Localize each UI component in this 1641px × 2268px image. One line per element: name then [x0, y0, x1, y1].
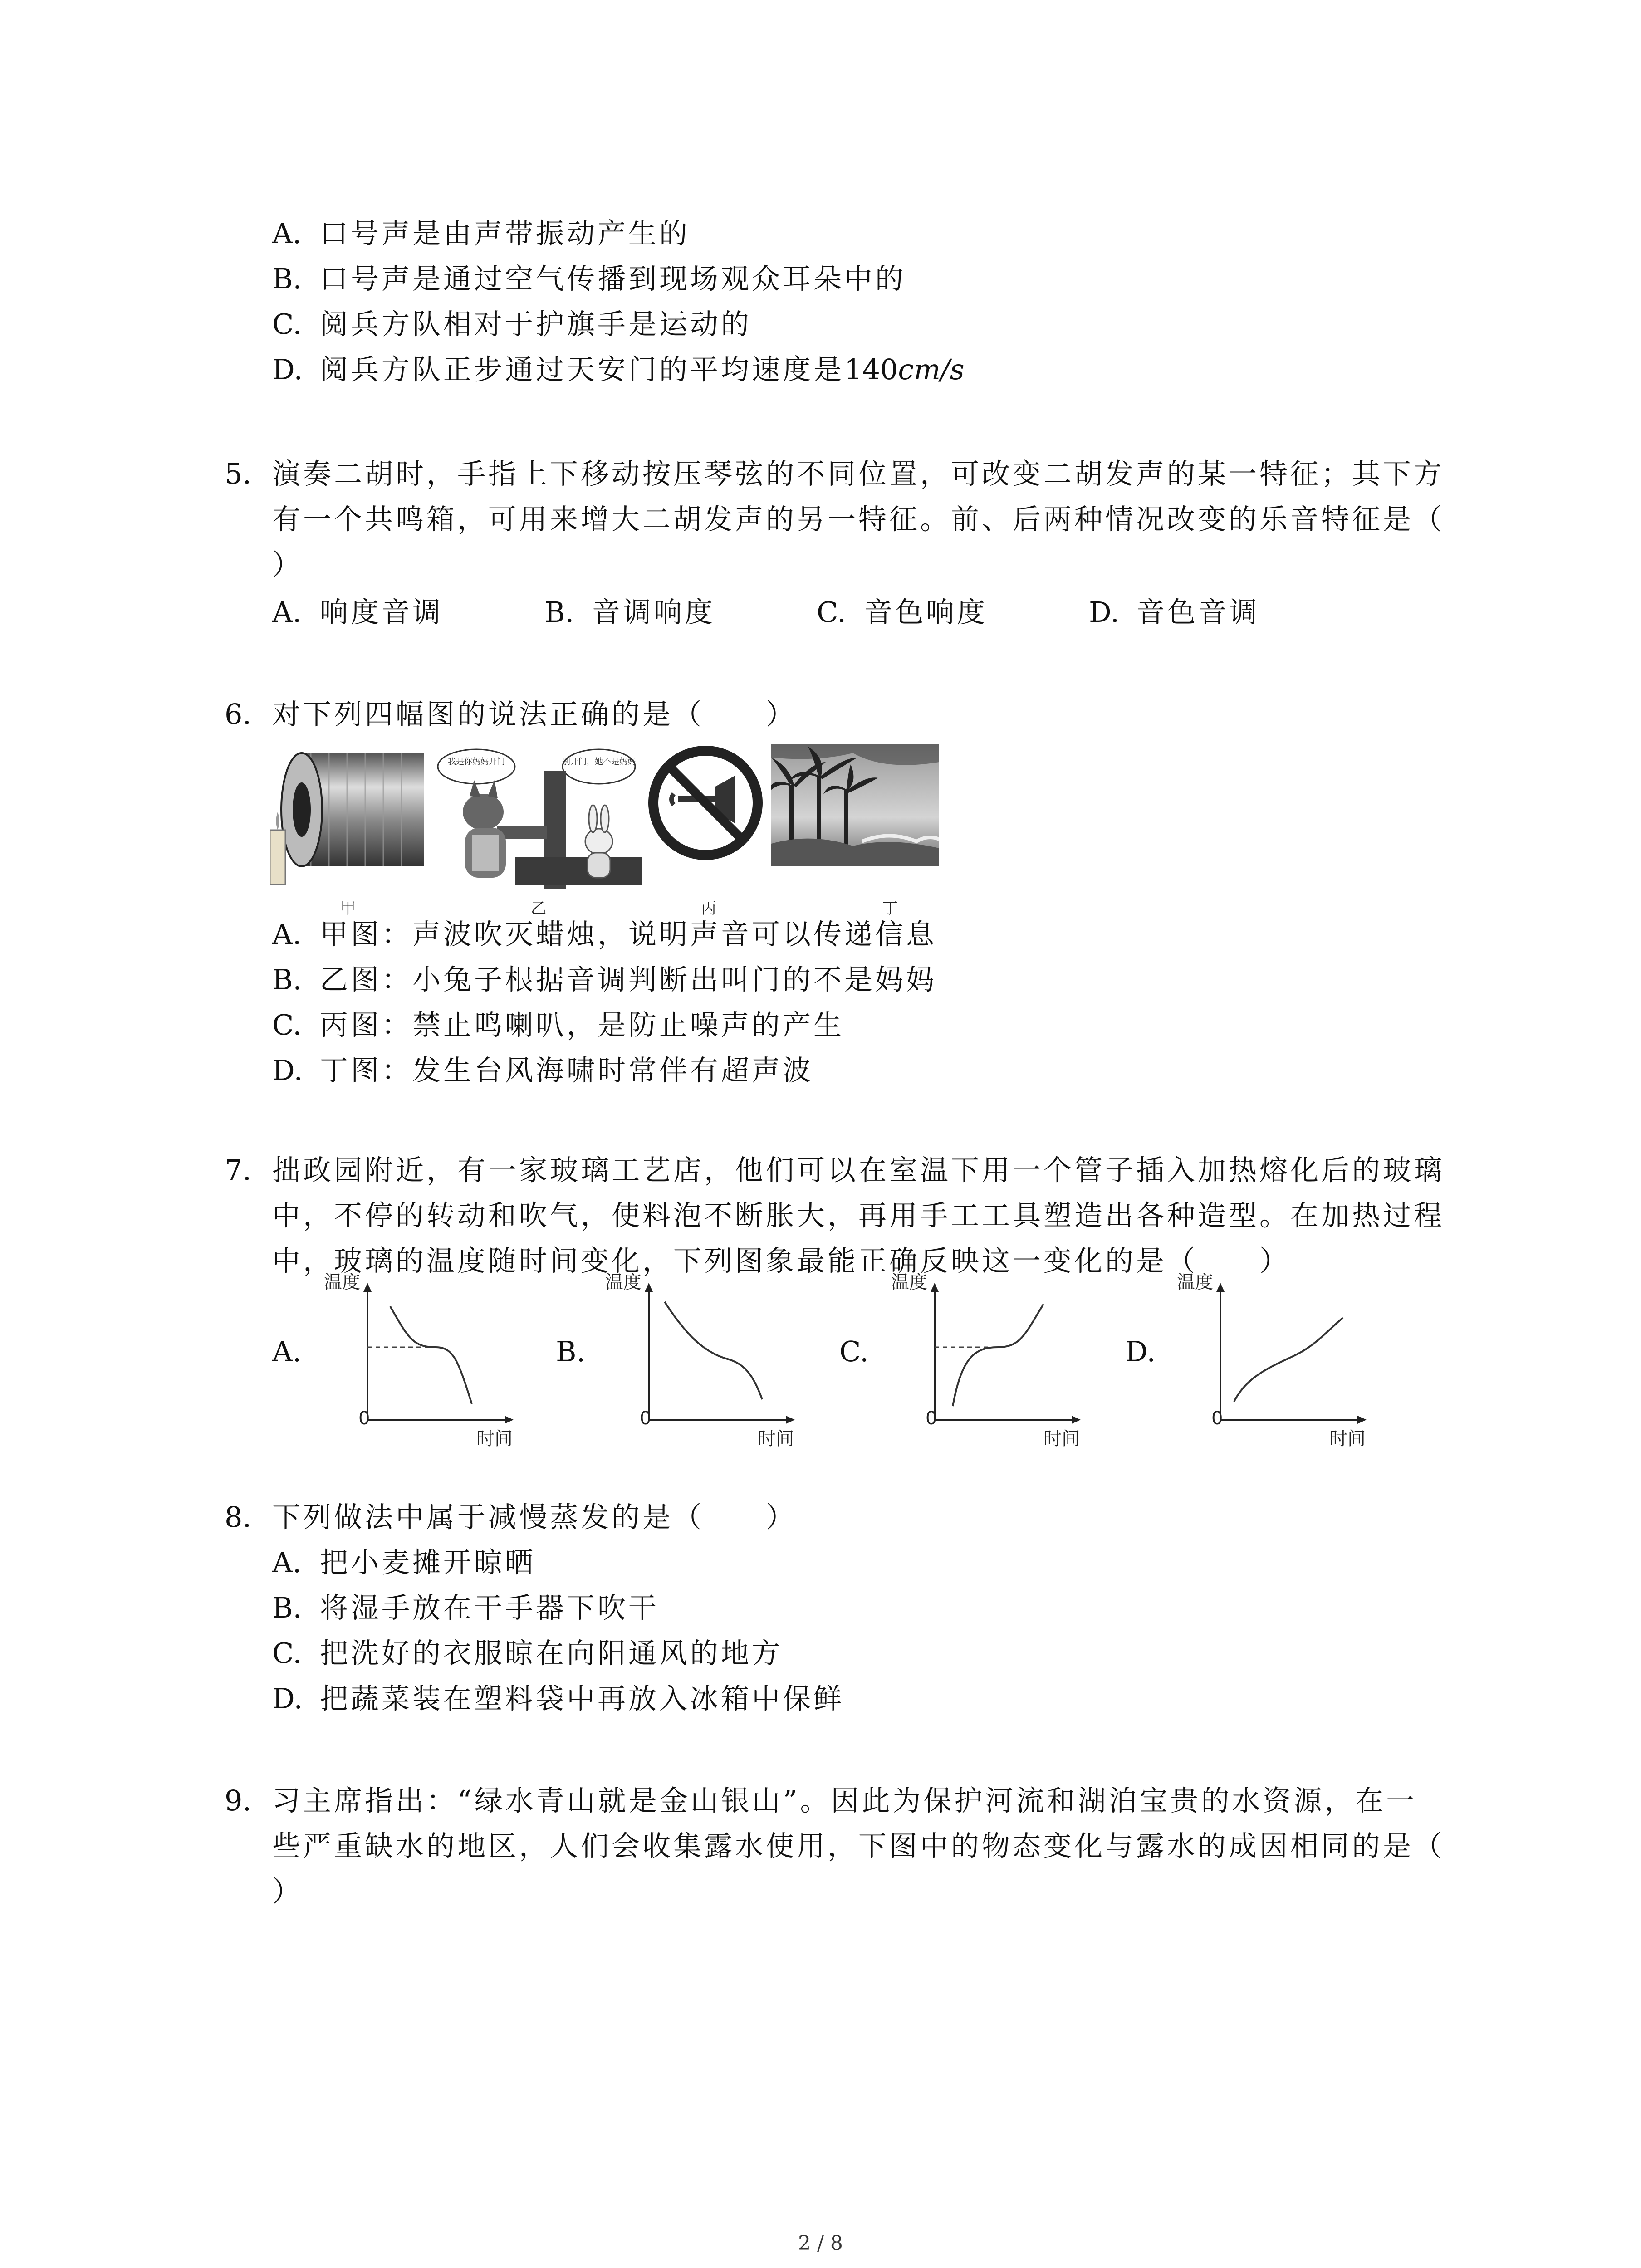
figure-bing-no-horn-sign: [647, 744, 764, 862]
option-text: 甲图：声波吹灭蜡烛，说明声音可以传递信息: [320, 918, 937, 951]
option-label: C.: [272, 1637, 302, 1670]
rabbit-head: [585, 829, 612, 854]
q5-line1-text: 演奏二胡时，手指上下移动按压琴弦的不同位置，可改变二胡发声的某一特征；其下方: [272, 457, 1445, 490]
q6-stem: [225, 692, 797, 737]
speech-bubble-wolf: [438, 749, 515, 784]
graph-a: [318, 1270, 522, 1452]
speech-bubble-rabbit: [563, 749, 635, 784]
curve-a: [390, 1306, 472, 1404]
graph-label-b: B.: [556, 1335, 586, 1368]
page-number: 2 / 8: [798, 2232, 843, 2255]
x-axis-label: 时间: [1329, 1428, 1366, 1449]
option-text: 音色音调: [1136, 596, 1260, 629]
q4-option-b: [272, 256, 906, 302]
option-text: 音调响度: [592, 596, 716, 629]
option-label: D.: [1089, 596, 1120, 629]
q7-stem-line3: 中，玻璃的温度随时间变化，下列图象最能正确反映这一变化的是（ ）: [272, 1244, 1291, 1277]
rabbit-body: [588, 853, 610, 878]
figure-caption-bing: 丙: [701, 899, 716, 918]
option-text: 把小麦摊开晾晒: [320, 1546, 536, 1579]
figure-caption-jia: 甲: [340, 899, 356, 918]
option-label: B.: [272, 1591, 302, 1624]
graph-d: [1171, 1270, 1375, 1452]
q6-option-b: [272, 957, 937, 1002]
candle: [270, 830, 285, 885]
q5-stem-line3: ）: [272, 548, 304, 581]
axes: [363, 1283, 514, 1424]
bubble-wolf-text: 我是你妈妈开门: [448, 757, 505, 767]
y-axis-label: 温度: [1177, 1272, 1213, 1293]
q7-line1-text: 拙政园附近，有一家玻璃工艺店，他们可以在室温下用一个管子插入加热熔化后的玻璃: [272, 1154, 1445, 1187]
q5-option-d: [1089, 590, 1260, 635]
q4-option-c: [272, 302, 752, 347]
q5-stem-line2: 有一个共鸣箱，可用来增大二胡发声的另一特征。前、后两种情况改变的乐音特征是（: [272, 503, 1445, 536]
figure-yi-wolf-rabbit: [433, 744, 642, 889]
x-axis-label: 时间: [1043, 1428, 1080, 1449]
q4-option-d: [272, 347, 965, 392]
q7-stem-line1: [225, 1148, 1445, 1193]
speed-unit: cm/s: [898, 353, 965, 386]
q9-line1-text: 习主席指出：“绿水青山就是金山银山”。因此为保护河流和湖泊宝贵的水资源，在一: [272, 1784, 1417, 1817]
q5-stem-line1: [225, 451, 1445, 497]
curve-d: [1234, 1318, 1343, 1402]
q6-option-a: [272, 912, 937, 957]
option-text: 音色响度: [864, 596, 988, 629]
question-number: 5.: [225, 457, 252, 490]
drum-hole: [293, 782, 311, 837]
axes: [645, 1283, 795, 1424]
q6-option-d: [272, 1048, 813, 1093]
x-axis-label: 时间: [476, 1428, 513, 1449]
q6-stem-text: 对下列四幅图的说法正确的是（ ）: [272, 698, 797, 731]
y-axis-label: 温度: [324, 1272, 360, 1293]
origin-label: 0: [1211, 1408, 1223, 1429]
option-text: 口号声是由声带振动产生的: [320, 217, 691, 250]
question-number: 7.: [225, 1154, 252, 1187]
option-text: 将湿手放在干手器下吹干: [320, 1591, 660, 1624]
question-number: 6.: [225, 698, 252, 731]
q8-stem-text: 下列做法中属于减慢蒸发的是（ ）: [272, 1501, 797, 1534]
q8-stem: [225, 1495, 797, 1540]
q4-option-a: [272, 211, 690, 256]
option-label: A.: [272, 217, 302, 250]
q6-option-c: [272, 1002, 844, 1048]
candle-flame: [276, 812, 279, 830]
option-text: 乙图：小兔子根据音调判断出叫门的不是妈妈: [320, 963, 937, 996]
figure-ding-typhoon: [771, 744, 939, 866]
q8-option-d: [272, 1676, 844, 1721]
option-label: A.: [272, 1546, 302, 1579]
q9-stem-line3: ）: [272, 1875, 304, 1908]
q9-stem-line2: 些严重缺水的地区，人们会收集露水使用，下图中的物态变化与露水的成因相同的是（: [272, 1829, 1445, 1862]
option-text: 口号声是通过空气传播到现场观众耳朵中的: [320, 262, 906, 295]
option-label: D.: [272, 353, 303, 386]
option-label: B.: [272, 262, 302, 295]
bubble-rabbit-text: 别开门，她不是妈妈: [562, 757, 636, 767]
graph-label-d: D.: [1125, 1335, 1156, 1368]
graph-label-c: C.: [839, 1335, 869, 1368]
q8-option-a: [272, 1540, 536, 1585]
option-text: 丁图：发生台风海啸时常伴有超声波: [320, 1054, 814, 1087]
option-label: D.: [272, 1682, 303, 1715]
q7-stem-line2: 中，不停的转动和吹气，使料泡不断胀大，再用手工工具塑造出各种造型。在加热过程: [272, 1199, 1445, 1232]
option-text: 把蔬菜装在塑料袋中再放入冰箱中保鲜: [320, 1682, 845, 1715]
option-label: D.: [272, 1054, 303, 1087]
q5-option-c: [817, 590, 988, 635]
q8-option-c: [272, 1631, 783, 1676]
option-label: B.: [544, 596, 574, 629]
option-label: A.: [272, 918, 302, 951]
curve-c: [953, 1304, 1043, 1406]
q8-option-b: [272, 1585, 659, 1631]
figure-caption-ding: 丁: [882, 899, 898, 918]
option-text: 响度音调: [320, 596, 444, 629]
origin-label: 0: [926, 1408, 937, 1429]
q5-option-b: [544, 590, 715, 635]
q9-stem-line1: [225, 1778, 1417, 1823]
figure-caption-yi: 乙: [531, 899, 546, 918]
q5-option-a: [272, 590, 443, 635]
option-label: A.: [272, 596, 302, 629]
option-label: B.: [272, 963, 302, 996]
speed-value: 140: [844, 353, 898, 386]
question-number: 9.: [225, 1784, 252, 1817]
option-text: 丙图：禁止鸣喇叭，是防止噪声的产生: [320, 1008, 845, 1041]
graph-b: [599, 1270, 803, 1452]
graph-c: [885, 1270, 1089, 1452]
wolf-head: [463, 794, 504, 830]
graph-label-a: A.: [272, 1335, 302, 1368]
question-number: 8.: [225, 1501, 252, 1534]
y-axis-label: 温度: [891, 1272, 927, 1293]
figure-jia-candle-drum: [270, 744, 429, 894]
curve-b: [665, 1302, 762, 1399]
option-text: 把洗好的衣服晾在向阳通风的地方: [320, 1637, 783, 1670]
option-label: C.: [272, 308, 302, 341]
origin-label: 0: [640, 1408, 652, 1429]
axes: [1216, 1283, 1367, 1424]
option-label: C.: [272, 1008, 302, 1041]
x-axis-label: 时间: [758, 1428, 794, 1449]
option-text: 阅兵方队正步通过天安门的平均速度是: [320, 353, 845, 386]
origin-label: 0: [358, 1408, 370, 1429]
option-text: 阅兵方队相对于护旗手是运动的: [320, 308, 752, 341]
y-axis-label: 温度: [605, 1272, 642, 1293]
option-label: C.: [817, 596, 846, 629]
